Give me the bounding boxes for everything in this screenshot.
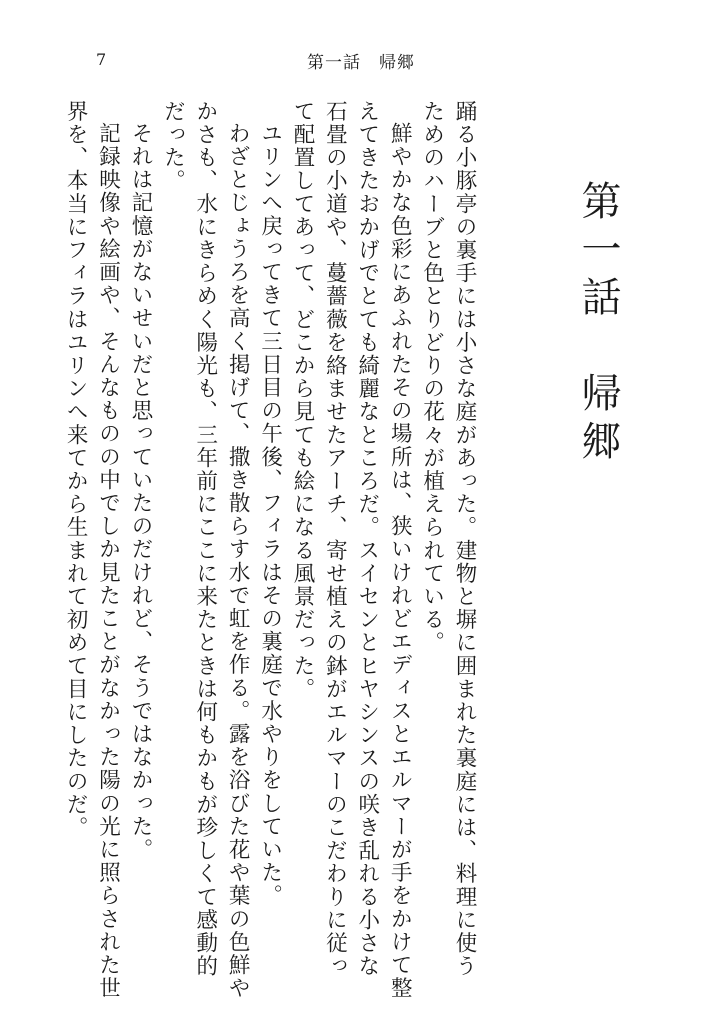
paragraph-3: ユリンへ戻ってきて三日目の午後、フィラはその裏庭で水やりをしていた。 (257, 121, 283, 907)
paragraph-1: 踊る小豚亭の裏手には小さな庭があった。建物と塀に囲まれた裏庭には、料理に使うためのハーブと色とりどりの花々が植えられている。 (419, 100, 477, 978)
running-header-title: 第一話 帰郷 (307, 53, 415, 73)
chapter-title: 第一話 帰郷 (575, 180, 621, 468)
paragraph-2: 鮮やかな色彩にあふれたその場所は、狭いけれどエディスとエルマーが手をかけて整えてきたおかげでとても綺麗なところだ。スイセンとヒヤシンスの咲き乱れる小さな石畳の小道や、蔓薔薇を絡ませたアーチ、寄せ植えの鉢がエルマーのこだわりに従って配置してあって、どこから見ても絵になる風景だった。 (289, 100, 413, 1000)
paragraph-4: わざとじょうろを高く掲げて、撒き散らす水で虹を作る。露を浴びた花や葉の色鮮やかさも、水にきらめく陽光も、三年前にここに来たときは何もかもが珍しくて感動的だった。 (160, 100, 251, 1000)
paragraph-5: それは記憶がないせいだと思っていたのだけれど、そうではなかった。 (127, 121, 153, 861)
paragraph-6: 記録映像や絵画や、そんなものの中でしか見たことがなかった陽の光に照らされた世界を、本当にフィラはユリンへ来てから生まれて初めて目にしたのだ。 (63, 100, 121, 1000)
body-text (63, 100, 480, 1000)
page-number: 7 (96, 50, 107, 69)
